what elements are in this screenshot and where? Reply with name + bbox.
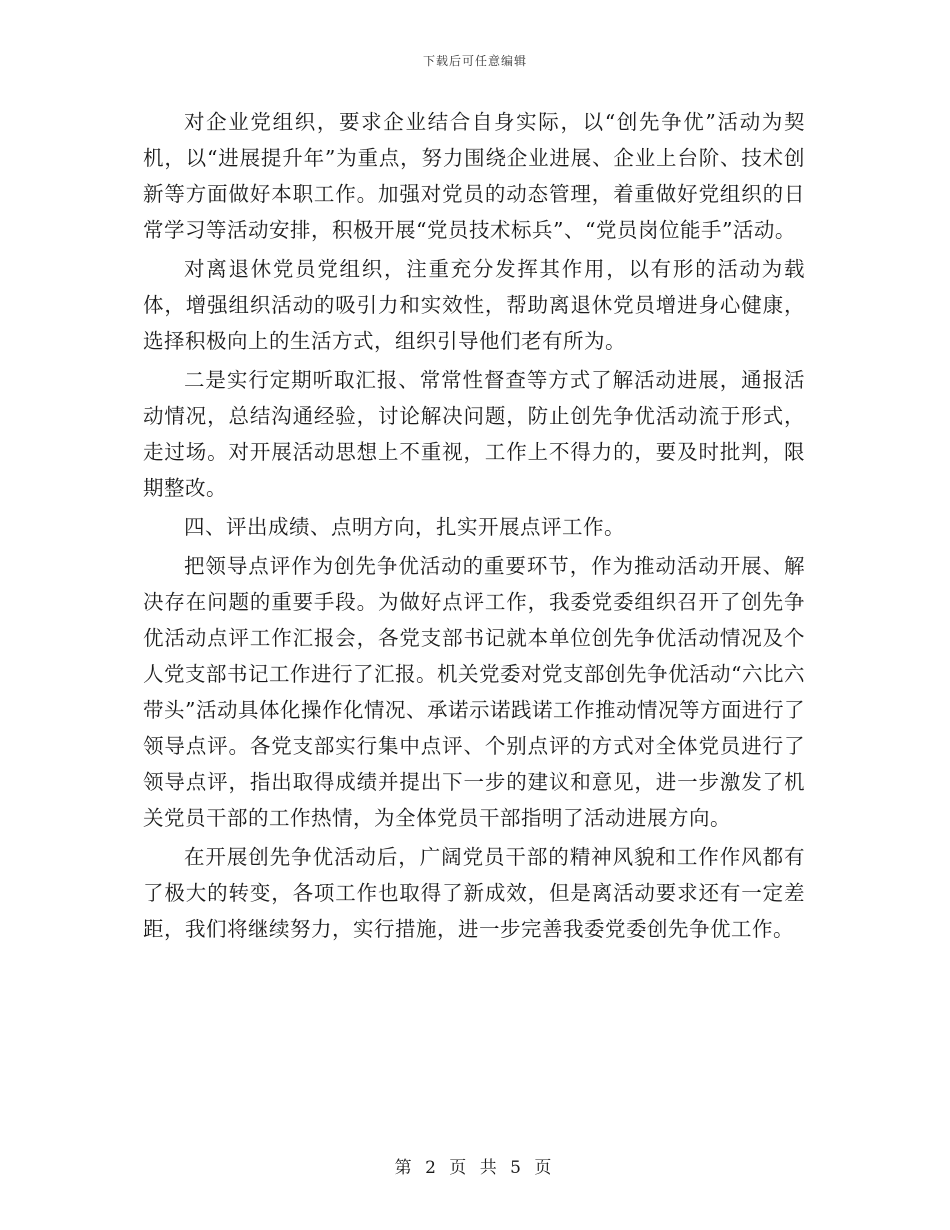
paragraph-conclusion: 在开展创先争优活动后，广阔党员干部的精神风貌和工作作风都有了极大的转变，各项工作也取得了新成效，但是离活动要求还有一定差距，我们将继续努力，实行措施，进一步完善我委党委创先争优工作。 bbox=[143, 845, 805, 941]
document-body bbox=[143, 104, 805, 950]
paragraph-enterprise-party: 对企业党组织，要求企业结合自身实际，以“创先争优”活动为契机，以“进展提升年”为重点，努力围绕企业进展、企业上台阶、技术创新等方面做好本职工作。加强对党员的动态管理，着重做好党组织的日常学习等活动安排，积极开展“党员技术标兵”、“党员岗位能手”活动。 bbox=[143, 110, 805, 242]
paragraph-second-point: 二是实行定期听取汇报、常常性督查等方式了解活动进展，通报活动情况，总结沟通经验，讨论解决问题，防止创先争优活动流于形式，走过场。对开展活动思想上不重视，工作上不得力的，要及时批判，限期整改。 bbox=[143, 368, 805, 500]
paragraph-retired-party: 对离退休党员党组织，注重充分发挥其作用，以有形的活动为载体，增强组织活动的吸引力和实效性，帮助离退休党员增进身心健康，选择积极向上的生活方式，组织引导他们老有所为。 bbox=[143, 257, 805, 353]
paragraph-leadership-review: 把领导点评作为创先争优活动的重要环节，作为推动活动开展、解决存在问题的重要手段。为做好点评工作，我委党委组织召开了创先争优活动点评工作汇报会，各党支部书记就本单位创先争优活动情况及个人党支部书记工作进行了汇报。机关党委对党支部创先争优活动“六比六带头”活动具体化操作化情况、承诺示诺践诺工作推动情况等方面进行了领导点评。各党支部实行集中点评、个别点评的方式对全体党员进行了领导点评，指出取得成绩并提出下一步的建议和意见，进一步激发了机关党员干部的工作热情，为全体党员干部指明了活动进展方向。 bbox=[143, 554, 805, 830]
page-number: 第 2 页 共 5 页 bbox=[394, 1158, 556, 1178]
page-header: 下载后可任意编辑 bbox=[422, 54, 527, 68]
section-heading-four: 四、评出成绩、点明方向，扎实开展点评工作。 bbox=[184, 515, 625, 539]
